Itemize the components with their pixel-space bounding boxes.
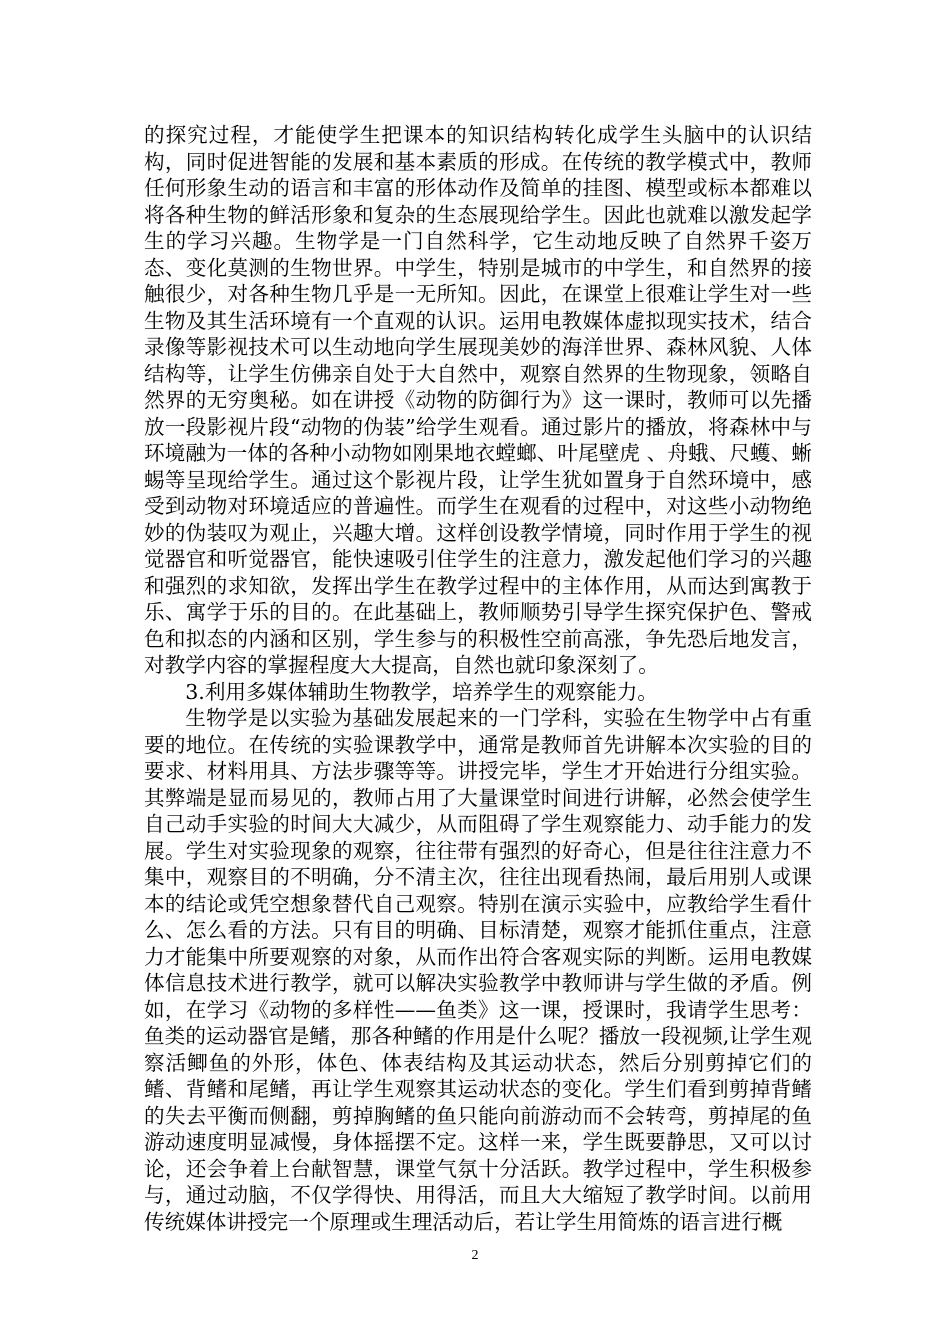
page-number: 2 [471, 1248, 479, 1263]
section-heading: 3.利用多媒体辅助生物教学，培养学生的观察能力。 [185, 679, 658, 704]
paragraph-body: 生物学是以实验为基础发展起来的一门学科，实验在生物学中占有重要的地位。在传统的实验课教学中，通常是教师首先讲解本次实验的目的要求、材料用具、方法步骤等等。讲授完毕，学生才开始进行分组实验。其弊端是显而易见的，教师占用了大量课堂时间进行讲解，必然会使学生自己动手实验的时间大大减少，从而阻碍了学生观察能力、动手能力的发展。学生对实验现象的观察，往往带有强烈的好奇心，但是往往注意力不集中，观察目的不明确，分不清主次，往往出现看热闹，最后用别人或课本的结论或凭空想象替代自己观察。特别在演示实验中，应教给学生看什么、怎么看的方法。只有目的明确、目标清楚，观察才能抓住重点，注意力才能集中所要观察的对象，从而作出符合客观实际的判断。运用电教媒体信息技术进行教学，就可以解决实验教学中教师讲与学生做的矛盾。例如，在学习《动物的多样性——鱼类》这一课，授课时，我请学生思考：鱼类的运动器官是鳍，那各种鳍的作用是什么呢？播放一段视频,让学生观察活鲫鱼的外形，体色、体表结构及其运动状态，然后分别剪掉它们的鳍、背鳍和尾鳍，再让学生观察其运动状态的变化。学生们看到剪掉背鳍的失去平衡而侧翻，剪掉胸鳍的鱼只能向前游动而不会转弯，剪掉尾的鱼游动速度明显减慢，身体摇摆不定。这样一来，学生既要静思，又可以讨论，还会争着上台献智慧，课堂气氛十分活跃。教学过程中，学生积极参与，通过动脑，不仅学得快、用得活，而且大大缩短了教学时间。以前用传统媒体讲授完一个原理或生理活动后，若让学生用简炼的语言进行概 [144, 706, 812, 1234]
body-text [144, 122, 812, 1235]
paragraph-continuation: 的探究过程，才能使学生把课本的知识结构转化成学生头脑中的认识结构，同时促进智能的发展和基本素质的形成。在传统的教学模式中，教师任何形象生动的语言和丰富的形体动作及简单的挂图、模型或标本都难以将各种生物的鲜活形象和复杂的生态展现给学生。因此也就难以激发起学生的学习兴趣。生物学是一门自然科学，它生动地反映了自然界千姿万态、变化莫测的生物世界。中学生，特别是城市的中学生，和自然界的接触很少，对各种生物几乎是一无所知。因此，在课堂上很难让学生对一些生物及其生活环境有一个直观的认识。运用电教媒体虚拟现实技术，结合录像等影视技术可以生动地向学生展现美妙的海洋世界、森林风貌、人体结构等，让学生仿佛亲自处于大自然中，观察自然界的生物现象，领略自然界的无穷奥秘。如在讲授《动物的防御行为》这一课时，教师可以先播放一段影视片段“动物的伪装”给学生观看。通过影片的播放，将森林中与环境融为一体的各种小动物如刚果地衣螳螂、叶尾壁虎 、舟蛾、尺蠖、蜥蜴等呈现给学生。通过这个影视片段，让学生犹如置身于自然环境中，感受到动物对环境适应的普遍性。而学生在观看的过程中，对这些小动物绝妙的伪装叹为观止，兴趣大增。这样创设教学情境，同时作用于学生的视觉器官和听觉器官，能快速吸引住学生的注意力，激发起他们学习的兴趣和强烈的求知欲，发挥出学生在教学过程中的主体作用，从而达到寓教于乐、寓学于乐的目的。在此基础上，教师顺势引导学生探究保护色、警戒色和拟态的内涵和区别，学生参与的积极性空前高涨，争先恐后地发言，对教学内容的掌握程度大大提高，自然也就印象深刻了。 [144, 123, 812, 677]
